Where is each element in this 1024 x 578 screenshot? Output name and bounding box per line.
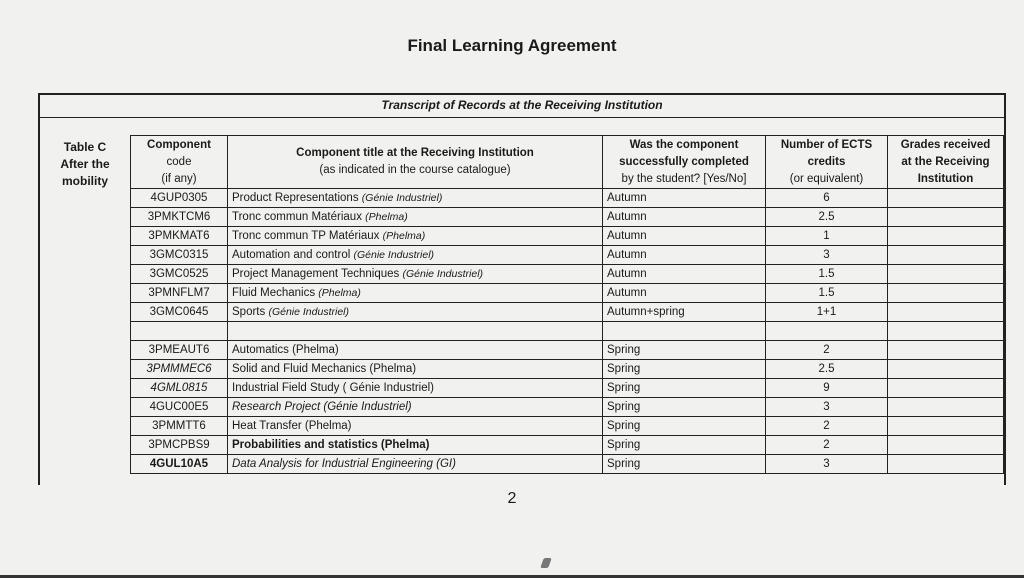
component-title-cell — [228, 227, 603, 246]
ects-credits-cell: 2.5 — [766, 360, 888, 379]
smudge-mark — [540, 558, 552, 568]
completed-cell: Spring — [603, 436, 766, 455]
header-ects-credits: Number of ECTS credits (or equivalent) — [766, 136, 888, 189]
completed-cell — [603, 322, 766, 341]
table-row — [131, 284, 1004, 303]
institution-note: (Phelma) — [382, 230, 426, 242]
component-title: Project Management Techniques — [232, 268, 400, 280]
ects-credits-cell: 1+1 — [766, 303, 888, 322]
institution-note: (Génie Industriel) — [402, 268, 484, 280]
ects-credits-cell: 3 — [766, 246, 888, 265]
ects-credits-cell: 1 — [766, 227, 888, 246]
component-title: Tronc commun Matériaux — [232, 211, 362, 223]
completed-cell: Autumn — [603, 246, 766, 265]
completed-cell: Autumn — [603, 265, 766, 284]
grade-cell[interactable] — [888, 246, 1004, 265]
divider — [40, 117, 1004, 118]
component-title: Solid and Fluid Mechanics (Phelma) — [232, 363, 417, 375]
completed-cell: Autumn — [603, 208, 766, 227]
component-title: Product Representations — [232, 192, 359, 204]
component-code-cell: 4GUP0305 — [131, 189, 228, 208]
component-code-cell: 3GMC0645 — [131, 303, 228, 322]
ects-credits-cell — [766, 322, 888, 341]
component-title-cell — [228, 455, 603, 474]
institution-note: (Génie Industriel) — [361, 192, 443, 204]
table-row — [131, 303, 1004, 322]
grade-cell[interactable] — [888, 227, 1004, 246]
component-code-cell: 4GUL10A5 — [131, 455, 228, 474]
component-title-cell — [228, 398, 603, 417]
table-row — [131, 417, 1004, 436]
completed-cell: Autumn — [603, 227, 766, 246]
table-row — [131, 227, 1004, 246]
grade-cell[interactable] — [888, 398, 1004, 417]
grade-cell[interactable] — [888, 284, 1004, 303]
records-table — [130, 135, 1004, 474]
institution-note: (Phelma) — [365, 211, 408, 223]
completed-cell: Spring — [603, 360, 766, 379]
completed-cell: Autumn — [603, 189, 766, 208]
grade-cell[interactable] — [888, 265, 1004, 284]
component-code-cell: 3GMC0315 — [131, 246, 228, 265]
component-title: Industrial Field Study ( Génie Industriel) — [232, 382, 434, 394]
transcript-frame — [38, 93, 1006, 485]
table-label — [46, 139, 124, 190]
header-grades: Grades received at the Receiving Institution — [888, 136, 1004, 189]
component-code-cell: 4GUC00E5 — [131, 398, 228, 417]
component-title: Fluid Mechanics — [232, 287, 316, 299]
completed-cell: Autumn+spring — [603, 303, 766, 322]
component-title: Heat Transfer (Phelma) — [232, 420, 352, 432]
table-row — [131, 265, 1004, 284]
table-row — [131, 455, 1004, 474]
completed-cell: Spring — [603, 455, 766, 474]
component-code-cell: 3PMNFLM7 — [131, 284, 228, 303]
institution-note: (Génie Industriel) — [268, 306, 349, 318]
table-label-line: After the — [60, 157, 110, 171]
table-row — [131, 436, 1004, 455]
component-code-cell: 3PMCPBS9 — [131, 436, 228, 455]
ects-credits-cell: 6 — [766, 189, 888, 208]
ects-credits-cell: 2 — [766, 341, 888, 360]
grade-cell[interactable] — [888, 436, 1004, 455]
header-component-title: Component title at the Receiving Institution (as indicated in the course catalogue) — [228, 136, 603, 189]
component-code-cell: 3PMMMEC6 — [131, 360, 228, 379]
table-row — [131, 360, 1004, 379]
header-completed: Was the component successfully completed by the student? [Yes/No] — [603, 136, 766, 189]
institution-note: (Phelma) — [318, 287, 361, 299]
grade-cell[interactable] — [888, 322, 1004, 341]
transcript-title: Transcript of Records at the Receiving Institution — [381, 98, 663, 112]
table-row — [131, 189, 1004, 208]
component-title-cell — [228, 379, 603, 398]
component-title-cell — [228, 208, 603, 227]
component-code-cell: 3PMEAUT6 — [131, 341, 228, 360]
grade-cell[interactable] — [888, 341, 1004, 360]
component-title: Tronc commun TP Matériaux — [232, 230, 380, 242]
component-title-cell — [228, 417, 603, 436]
component-code-cell — [131, 322, 228, 341]
component-title: Probabilities and statistics (Phelma) — [232, 439, 430, 451]
ects-credits-cell: 9 — [766, 379, 888, 398]
institution-note: (Génie Industriel) — [353, 249, 435, 261]
component-title-cell — [228, 284, 603, 303]
completed-cell: Autumn — [603, 284, 766, 303]
ects-credits-cell: 3 — [766, 455, 888, 474]
component-title-cell — [228, 322, 603, 341]
component-code-cell: 4GML0815 — [131, 379, 228, 398]
grade-cell[interactable] — [888, 417, 1004, 436]
ects-credits-cell: 2.5 — [766, 208, 888, 227]
component-title-cell — [228, 303, 603, 322]
component-title: Sports — [232, 306, 266, 318]
component-title: Automation and control — [232, 249, 351, 261]
component-title-cell — [228, 341, 603, 360]
component-title-cell — [228, 265, 603, 284]
table-label-line: Table C — [63, 140, 107, 154]
ects-credits-cell: 2 — [766, 417, 888, 436]
table-row — [131, 398, 1004, 417]
page-number: 2 — [507, 490, 517, 507]
grade-cell[interactable] — [888, 189, 1004, 208]
component-title-cell — [228, 360, 603, 379]
grade-cell[interactable] — [888, 455, 1004, 474]
table-row — [131, 246, 1004, 265]
table-label-line: mobility — [61, 174, 108, 188]
component-code-cell: 3PMMTT6 — [131, 417, 228, 436]
grade-cell[interactable] — [888, 379, 1004, 398]
ects-credits-cell: 2 — [766, 436, 888, 455]
component-title-cell — [228, 189, 603, 208]
component-code-cell: 3PMKMAT6 — [131, 227, 228, 246]
table-row — [131, 379, 1004, 398]
document-title: Final Learning Agreement — [407, 36, 617, 55]
table-header-row — [131, 136, 1004, 189]
component-code-cell: 3GMC0525 — [131, 265, 228, 284]
completed-cell: Spring — [603, 379, 766, 398]
component-title: Automatics (Phelma) — [232, 344, 339, 356]
ects-credits-cell: 1.5 — [766, 265, 888, 284]
grade-cell[interactable] — [888, 303, 1004, 322]
table-row — [131, 208, 1004, 227]
completed-cell: Spring — [603, 341, 766, 360]
grade-cell[interactable] — [888, 360, 1004, 379]
component-title: Data Analysis for Industrial Engineering (GI) — [232, 458, 456, 470]
table-row — [131, 322, 1004, 341]
component-code-cell: 3PMKTCM6 — [131, 208, 228, 227]
ects-credits-cell: 3 — [766, 398, 888, 417]
grade-cell[interactable] — [888, 208, 1004, 227]
header-component-code: Component code (if any) — [131, 136, 228, 189]
completed-cell: Spring — [603, 417, 766, 436]
component-title-cell — [228, 436, 603, 455]
table-row — [131, 341, 1004, 360]
component-title-cell — [228, 246, 603, 265]
ects-credits-cell: 1.5 — [766, 284, 888, 303]
completed-cell: Spring — [603, 398, 766, 417]
component-title: Research Project (Génie Industriel) — [232, 401, 412, 413]
